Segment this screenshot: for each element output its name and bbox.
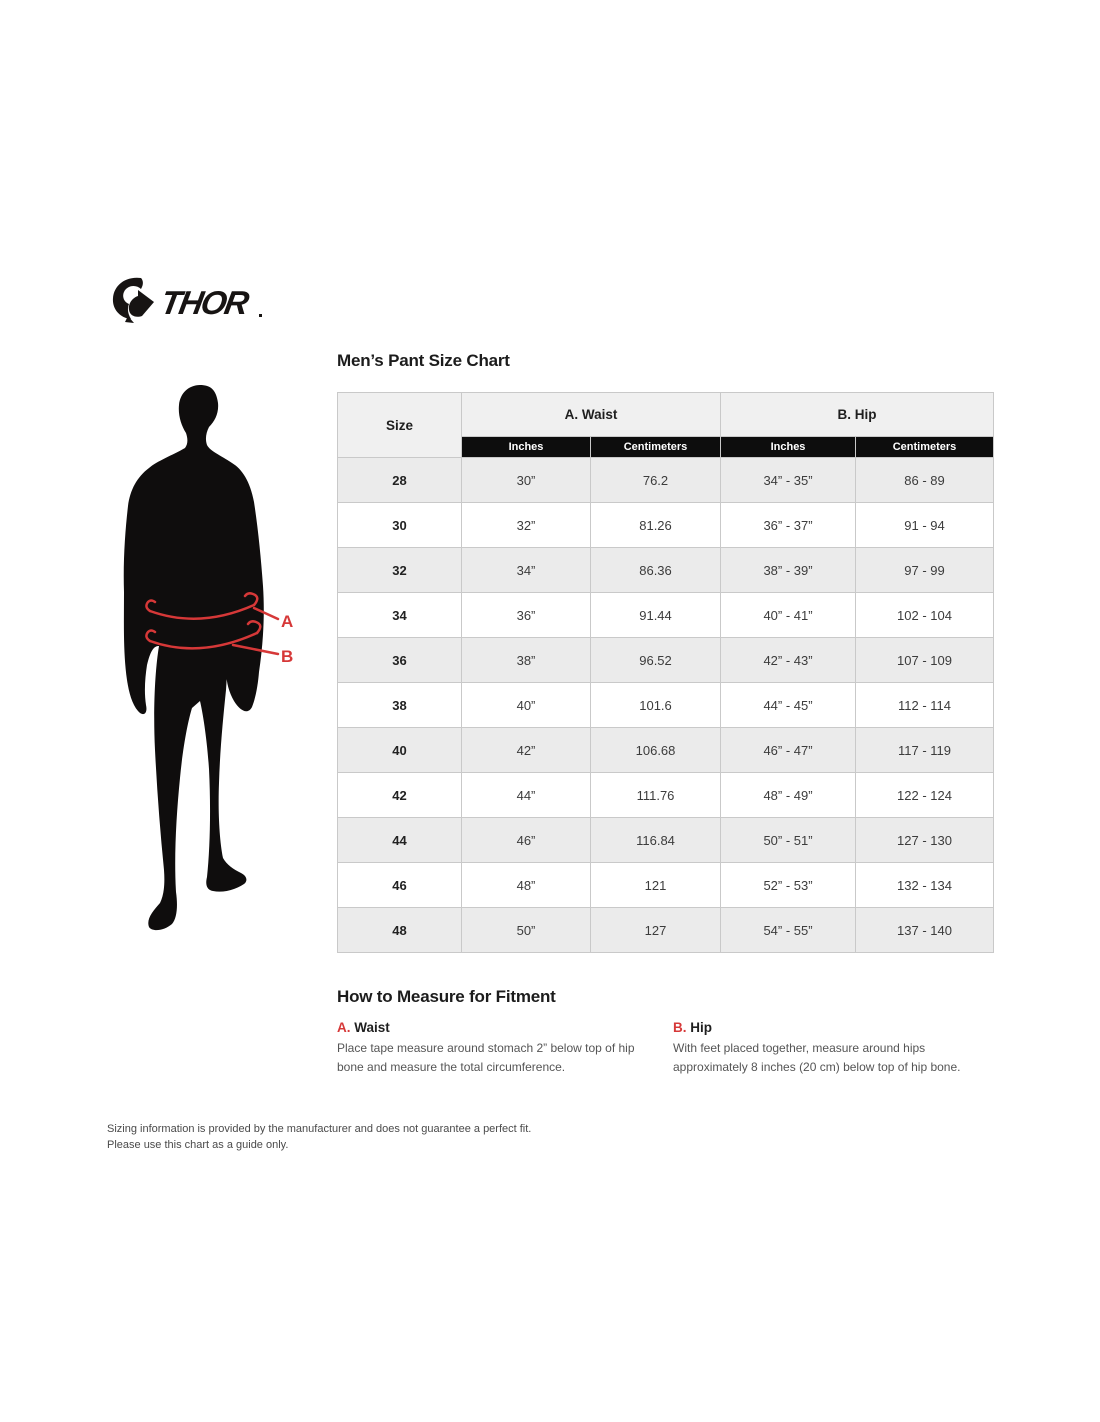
col-header-size: Size [338, 393, 462, 458]
waist-cm-cell: 91.44 [591, 593, 721, 638]
hip-cm-cell: 132 - 134 [856, 863, 994, 908]
waist-cm-cell: 116.84 [591, 818, 721, 863]
hip-inches-cell: 42” - 43” [721, 638, 856, 683]
table-row [338, 503, 994, 548]
size-cell: 30 [338, 503, 462, 548]
hip-inches-cell: 46” - 47” [721, 728, 856, 773]
waist-cm-cell: 127 [591, 908, 721, 953]
size-cell: 40 [338, 728, 462, 773]
table-row [338, 548, 994, 593]
waist-cm-cell: 86.36 [591, 548, 721, 593]
measure-waist-heading [337, 1020, 657, 1035]
table-row [338, 908, 994, 953]
hip-cm-cell: 137 - 140 [856, 908, 994, 953]
size-cell: 36 [338, 638, 462, 683]
hip-inches-cell: 34” - 35” [721, 458, 856, 503]
hip-inches-cell: 36” - 37” [721, 503, 856, 548]
hip-inches-cell: 38” - 39” [721, 548, 856, 593]
measure-waist-section [337, 1020, 657, 1076]
measure-hip-heading [673, 1020, 993, 1035]
size-cell: 38 [338, 683, 462, 728]
measure-hip-text: With feet placed together, measure around hips approximately 8 inches (20 cm) below top of hip bone. [673, 1041, 961, 1074]
subheader-hip-inches: Inches [721, 437, 856, 458]
waist-cm-cell: 76.2 [591, 458, 721, 503]
hip-inches-cell: 54” - 55” [721, 908, 856, 953]
content-column [337, 351, 993, 1076]
col-header-hip: B. Hip [721, 393, 994, 437]
waist-inches-cell: 48” [462, 863, 591, 908]
subheader-waist-centimeters: Centimeters [591, 437, 721, 458]
measurement-figure [115, 378, 325, 938]
measure-instructions [337, 1020, 993, 1076]
size-cell: 28 [338, 458, 462, 503]
thor-wordmark: THOR [157, 285, 250, 322]
waist-cm-cell: 111.76 [591, 773, 721, 818]
waist-inches-cell: 40” [462, 683, 591, 728]
col-header-waist: A. Waist [462, 393, 721, 437]
measure-hip-letter: B. [673, 1020, 687, 1035]
disclaimer-line-2: Please use this chart as a guide only. [107, 1139, 289, 1151]
measure-hip-section [673, 1020, 993, 1076]
table-row [338, 638, 994, 683]
hip-cm-cell: 117 - 119 [856, 728, 994, 773]
table-row [338, 818, 994, 863]
hip-cm-cell: 127 - 130 [856, 818, 994, 863]
thor-ram-icon [108, 276, 268, 324]
size-cell: 44 [338, 818, 462, 863]
table-row [338, 593, 994, 638]
table-row [338, 683, 994, 728]
waist-cm-cell: 121 [591, 863, 721, 908]
waist-inches-cell: 38” [462, 638, 591, 683]
waist-inches-cell: 32” [462, 503, 591, 548]
page-title: Men’s Pant Size Chart [337, 351, 510, 370]
hip-cm-cell: 112 - 114 [856, 683, 994, 728]
table-row [338, 458, 994, 503]
male-silhouette [124, 385, 264, 930]
waist-inches-cell: 34” [462, 548, 591, 593]
waist-cm-cell: 101.6 [591, 683, 721, 728]
hip-inches-cell: 52” - 53” [721, 863, 856, 908]
size-cell: 48 [338, 908, 462, 953]
hip-cm-cell: 86 - 89 [856, 458, 994, 503]
disclaimer-line-1: Sizing information is provided by the manufacturer and does not guarantee a perfect fit. [107, 1123, 532, 1135]
hip-cm-cell: 122 - 124 [856, 773, 994, 818]
size-cell: 46 [338, 863, 462, 908]
waist-cm-cell: 81.26 [591, 503, 721, 548]
size-cell: 32 [338, 548, 462, 593]
subheader-hip-centimeters: Centimeters [856, 437, 994, 458]
size-cell: 34 [338, 593, 462, 638]
hip-inches-cell: 50” - 51” [721, 818, 856, 863]
disclaimer [107, 1121, 531, 1153]
table-row [338, 773, 994, 818]
measure-waist-text: Place tape measure around stomach 2” below top of hip bone and measure the total circumference. [337, 1041, 635, 1074]
how-to-measure-title: How to Measure for Fitment [337, 987, 556, 1006]
measure-hip-label: Hip [690, 1020, 713, 1035]
table-row [338, 863, 994, 908]
waist-cm-cell: 96.52 [591, 638, 721, 683]
waist-inches-cell: 46” [462, 818, 591, 863]
measure-waist-label: Waist [354, 1020, 390, 1035]
marker-b-label: B [281, 647, 294, 666]
hip-inches-cell: 48” - 49” [721, 773, 856, 818]
waist-inches-cell: 44” [462, 773, 591, 818]
waist-inches-cell: 42” [462, 728, 591, 773]
size-cell: 42 [338, 773, 462, 818]
hip-inches-cell: 44” - 45” [721, 683, 856, 728]
thor-logo [108, 276, 268, 324]
waist-inches-cell: 50” [462, 908, 591, 953]
subheader-waist-inches: Inches [462, 437, 591, 458]
table-row [338, 728, 994, 773]
hip-cm-cell: 91 - 94 [856, 503, 994, 548]
size-table [337, 392, 994, 953]
hip-cm-cell: 102 - 104 [856, 593, 994, 638]
hip-inches-cell: 40” - 41” [721, 593, 856, 638]
table-header-row [338, 393, 994, 437]
waist-inches-cell: 30” [462, 458, 591, 503]
waist-cm-cell: 106.68 [591, 728, 721, 773]
waist-inches-cell: 36” [462, 593, 591, 638]
hip-cm-cell: 97 - 99 [856, 548, 994, 593]
measure-waist-letter: A. [337, 1020, 351, 1035]
hip-cm-cell: 107 - 109 [856, 638, 994, 683]
marker-a-label: A [281, 612, 294, 631]
